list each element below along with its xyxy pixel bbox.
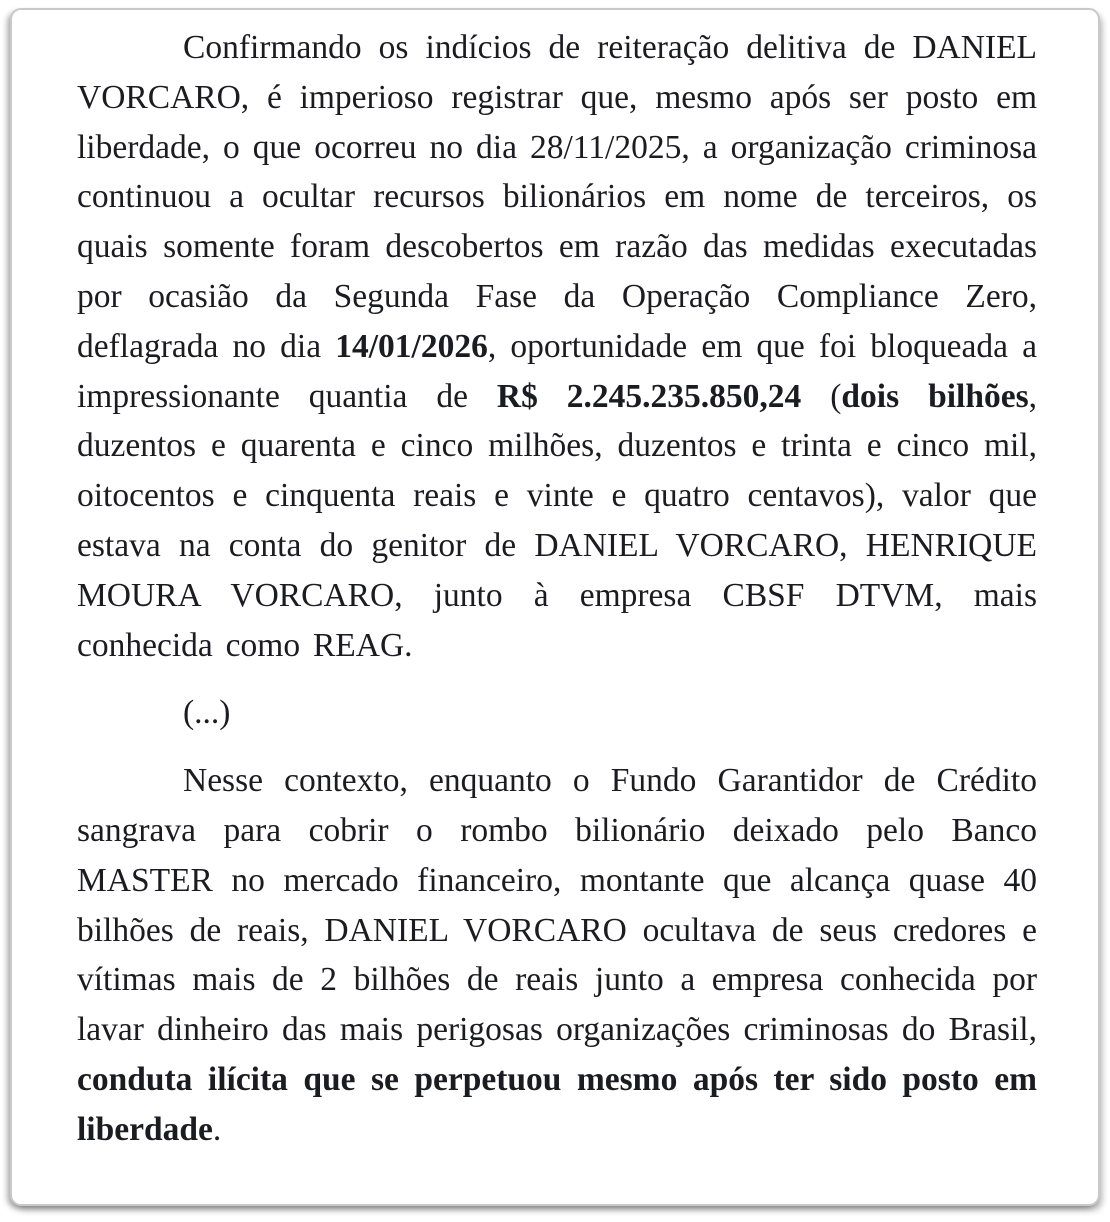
text-run: , duzentos e quarenta e cinco milhões, duzentos e trinta e cinco mil, oitocentos e cinquenta reais e vinte e quatro centavos), valor que estava na conta do genitor de DANIEL VORCARO, HENRIQUE MOURA VORCARO, junto à empresa CBSF DTVM, mais conhecida como REAG. bbox=[77, 377, 1037, 664]
text-run: , oportunidade em que foi bloqueada a impressionante quantia de bbox=[77, 327, 1037, 415]
text-run: Confirmando os indícios de reiteração delitiva de DANIEL VORCARO, é imperioso registrar que, mesmo após ser posto em liberdade, o que ocorreu no dia 28/11/2025, a organização criminosa continuou a ocultar recursos bilionários em nome de terceiros, os quais somente foram descobertos em razão das medidas executadas por ocasião da Segunda Fase da Operação Compliance Zero, deflagrada no dia bbox=[77, 29, 1037, 365]
paragraph-context bbox=[77, 756, 1037, 1154]
text-run: Nesse contexto, enquanto o Fundo Garantidor de Crédito sangrava para cobrir o rombo bilionário deixado pelo Banco MASTER no mercado financeiro, montante que alcança quase 40 bilhões de reais, DANIEL VORCARO ocultava de seus credores e vítimas mais de 2 bilhões de reais junto a empresa conhecida por lavar dinheiro das mais perigosas organizações criminosas do Brasil, bbox=[77, 762, 1037, 1049]
document-page bbox=[10, 8, 1100, 1206]
bold-date-run: 14/01/2026 bbox=[335, 327, 488, 365]
paragraph-omission-ellipsis bbox=[77, 688, 1037, 738]
bold-conclusion-run: conduta ilícita que se perpetuou mesmo após ter sido posto em liberdade bbox=[77, 1060, 1037, 1148]
paragraph-main bbox=[77, 23, 1037, 670]
text-run: ( bbox=[801, 377, 842, 415]
text-run: . bbox=[212, 1110, 222, 1148]
ellipsis-text: (...) bbox=[183, 694, 231, 732]
bold-amount-run: R$ 2.245.235.850,24 bbox=[496, 377, 802, 415]
bold-amount-words-run: dois bilhões bbox=[841, 377, 1029, 415]
